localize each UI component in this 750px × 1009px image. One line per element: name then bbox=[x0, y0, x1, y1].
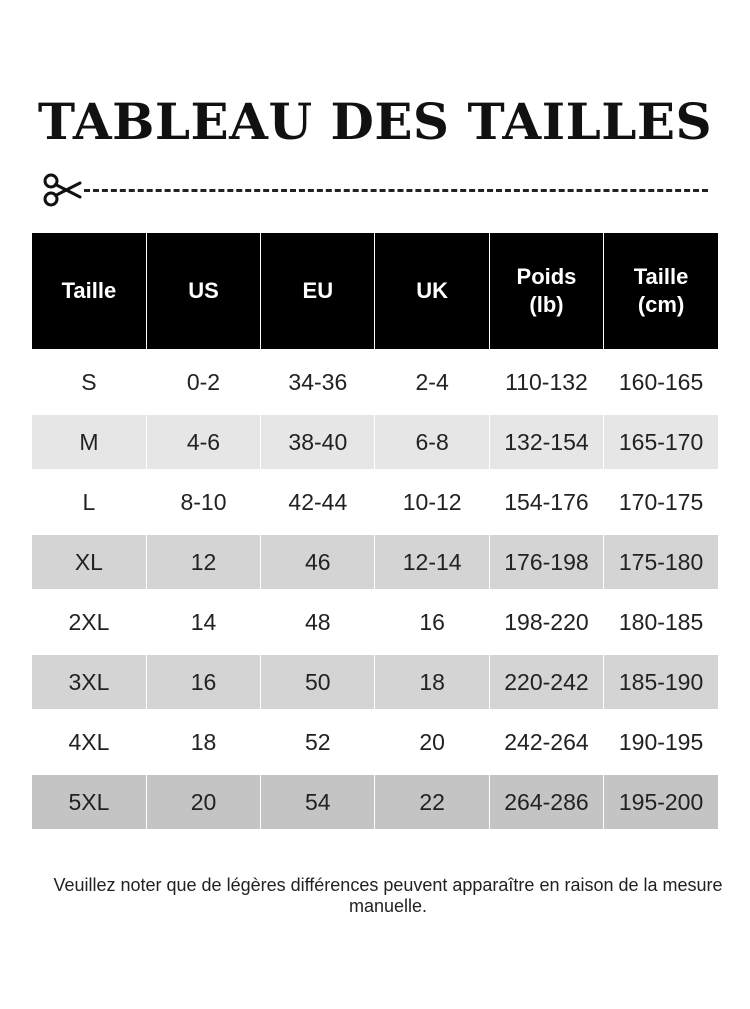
cell-weight: 264-286 bbox=[489, 775, 603, 829]
table-row bbox=[32, 715, 718, 769]
cell-uk: 20 bbox=[375, 715, 489, 769]
cell-us: 12 bbox=[146, 535, 260, 589]
cell-weight: 132-154 bbox=[489, 415, 603, 469]
cell-eu: 38-40 bbox=[261, 415, 375, 469]
table-row bbox=[32, 415, 718, 469]
table-row bbox=[32, 655, 718, 709]
table-row bbox=[32, 535, 718, 589]
size-table bbox=[32, 233, 718, 829]
cell-height: 190-195 bbox=[604, 715, 718, 769]
cell-us: 8-10 bbox=[146, 475, 260, 529]
cell-uk: 22 bbox=[375, 775, 489, 829]
table-header-row bbox=[32, 233, 718, 349]
cell-eu: 52 bbox=[261, 715, 375, 769]
cell-height: 160-165 bbox=[604, 355, 718, 409]
cell-uk: 2-4 bbox=[375, 355, 489, 409]
scissors-icon bbox=[42, 172, 82, 208]
cell-us: 18 bbox=[146, 715, 260, 769]
table-row bbox=[32, 775, 718, 829]
cell-us: 14 bbox=[146, 595, 260, 649]
cell-uk: 10-12 bbox=[375, 475, 489, 529]
cell-size: 3XL bbox=[32, 655, 146, 709]
header-us: US bbox=[146, 233, 260, 349]
cell-uk: 16 bbox=[375, 595, 489, 649]
cell-us: 0-2 bbox=[146, 355, 260, 409]
table-row bbox=[32, 475, 718, 529]
measurement-note: Veuillez noter que de légères différences peuvent apparaître en raison de la mesure manuelle. bbox=[53, 875, 723, 916]
cell-size: 4XL bbox=[32, 715, 146, 769]
cell-height: 170-175 bbox=[604, 475, 718, 529]
cell-size: 5XL bbox=[32, 775, 146, 829]
header-taille: Taille bbox=[32, 233, 146, 349]
cell-uk: 6-8 bbox=[375, 415, 489, 469]
cell-height: 165-170 bbox=[604, 415, 718, 469]
cell-us: 4-6 bbox=[146, 415, 260, 469]
cell-weight: 110-132 bbox=[489, 355, 603, 409]
table-row bbox=[32, 595, 718, 649]
cell-weight: 198-220 bbox=[489, 595, 603, 649]
cell-weight: 242-264 bbox=[489, 715, 603, 769]
cell-us: 16 bbox=[146, 655, 260, 709]
cell-weight: 220-242 bbox=[489, 655, 603, 709]
cell-uk: 18 bbox=[375, 655, 489, 709]
cell-eu: 50 bbox=[261, 655, 375, 709]
cell-eu: 54 bbox=[261, 775, 375, 829]
header-poids: Poids (lb) bbox=[489, 233, 603, 349]
cell-size: XL bbox=[32, 535, 146, 589]
cell-eu: 48 bbox=[261, 595, 375, 649]
header-eu: EU bbox=[261, 233, 375, 349]
cell-weight: 154-176 bbox=[489, 475, 603, 529]
cell-uk: 12-14 bbox=[375, 535, 489, 589]
cut-line bbox=[42, 172, 708, 208]
cell-height: 195-200 bbox=[604, 775, 718, 829]
cell-height: 175-180 bbox=[604, 535, 718, 589]
cell-eu: 34-36 bbox=[261, 355, 375, 409]
dashed-line bbox=[84, 189, 708, 192]
cell-size: S bbox=[32, 355, 146, 409]
header-taille-cm: Taille (cm) bbox=[604, 233, 718, 349]
page-title: TABLEAU DES TAILLES bbox=[37, 92, 713, 151]
cell-eu: 46 bbox=[261, 535, 375, 589]
header-uk: UK bbox=[375, 233, 489, 349]
cell-height: 180-185 bbox=[604, 595, 718, 649]
cell-weight: 176-198 bbox=[489, 535, 603, 589]
cell-height: 185-190 bbox=[604, 655, 718, 709]
cell-us: 20 bbox=[146, 775, 260, 829]
cell-size: 2XL bbox=[32, 595, 146, 649]
table-row bbox=[32, 355, 718, 409]
cell-eu: 42-44 bbox=[261, 475, 375, 529]
cell-size: L bbox=[32, 475, 146, 529]
cell-size: M bbox=[32, 415, 146, 469]
